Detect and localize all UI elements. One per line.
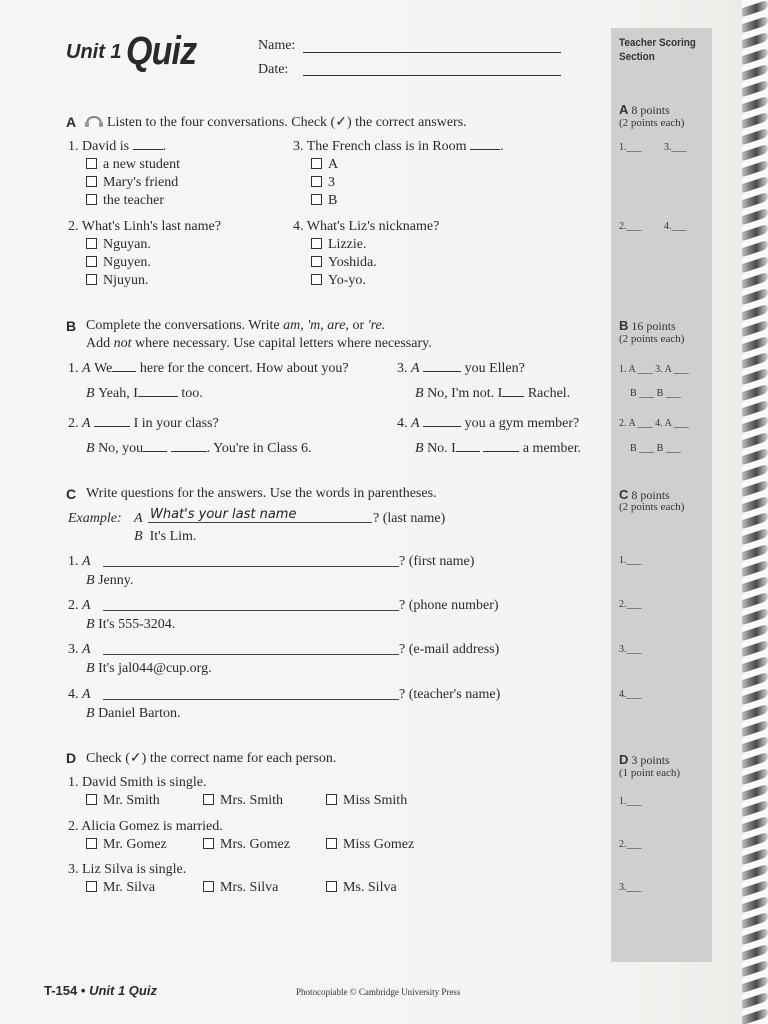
a-q2-opt-2[interactable]: Nguyen. xyxy=(86,254,151,272)
spiral-coil xyxy=(742,576,768,593)
spiral-coil xyxy=(742,880,768,897)
checkbox[interactable] xyxy=(86,838,97,849)
b-q2-b: B No, you . You're in Class 6. xyxy=(86,441,312,456)
b-q4-a: 4. A you a gym member? xyxy=(397,416,580,431)
section-a-letter: A xyxy=(66,114,77,130)
checkbox[interactable] xyxy=(86,794,97,805)
spiral-coil xyxy=(742,784,768,801)
a-q3-opt-2[interactable]: 3 xyxy=(311,174,335,192)
score-c-head: C 8 points xyxy=(619,487,670,502)
a-q1-opt-1[interactable]: a new student xyxy=(86,156,180,174)
c-q1-line[interactable] xyxy=(103,566,399,567)
c-q4-hint: ? (teacher's name) xyxy=(399,687,501,702)
a-q3-stem: 3. The French class is in Room . xyxy=(293,139,504,154)
c-example-line xyxy=(148,522,372,523)
spiral-coil xyxy=(742,896,768,913)
spiral-binding xyxy=(742,0,768,1024)
spiral-coil xyxy=(742,32,768,49)
spiral-coil xyxy=(742,160,768,177)
c-example-b: B It's Lim. xyxy=(134,529,197,544)
checkbox[interactable] xyxy=(86,256,97,267)
spiral-coil xyxy=(742,560,768,577)
c-q2-line[interactable] xyxy=(103,610,399,611)
c-q1-a: 1. A xyxy=(68,554,91,569)
spiral-coil xyxy=(742,736,768,753)
b-q3-b: B No, I'm not. I Rachel. xyxy=(415,386,571,401)
c-q2-a: 2. A xyxy=(68,598,91,613)
section-a-instruction: Listen to the four conversations. Check (✓) the correct answers. xyxy=(107,115,467,130)
score-c-2[interactable]: 2.___ xyxy=(619,599,642,610)
a-q2-opt-1[interactable]: Nguyan. xyxy=(86,236,151,254)
section-d-letter: D xyxy=(66,750,77,766)
spiral-coil xyxy=(742,64,768,81)
checkbox[interactable] xyxy=(326,881,337,892)
d-q1-stem: 1. David Smith is single. xyxy=(68,775,207,790)
d-q3-stem: 3. Liz Silva is single. xyxy=(68,862,187,877)
d-q1-opt-3[interactable]: Miss Smith xyxy=(326,792,407,810)
spiral-coil xyxy=(742,544,768,561)
spiral-coil xyxy=(742,0,768,17)
a-q4-opt-3[interactable]: Yo-yo. xyxy=(311,272,366,290)
section-c-letter: C xyxy=(66,486,77,502)
spiral-coil xyxy=(742,112,768,129)
c-q4-b: B Daniel Barton. xyxy=(86,706,181,721)
spiral-coil xyxy=(742,672,768,689)
spiral-coil xyxy=(742,592,768,609)
checkbox[interactable] xyxy=(203,838,214,849)
score-a-3[interactable]: 3.___ xyxy=(664,142,687,153)
score-b-sub: (2 points each) xyxy=(619,333,685,345)
a-q1-opt-2[interactable]: Mary's friend xyxy=(86,174,178,192)
d-q2-opt-3[interactable]: Miss Gomez xyxy=(326,836,414,854)
spiral-coil xyxy=(742,400,768,417)
score-b-2b[interactable]: B ___ B ___ xyxy=(630,443,681,454)
checkbox[interactable] xyxy=(311,194,322,205)
spiral-coil xyxy=(742,272,768,289)
b-q1-a: 1. A We here for the concert. How about you? xyxy=(68,361,349,376)
spiral-coil xyxy=(742,720,768,737)
score-d-3[interactable]: 3.___ xyxy=(619,882,642,893)
name-line[interactable] xyxy=(303,52,561,53)
spiral-coil xyxy=(742,816,768,833)
section-b-letter: B xyxy=(66,318,77,334)
c-q4-a: 4. A xyxy=(68,687,91,702)
spiral-coil xyxy=(742,256,768,273)
spiral-coil xyxy=(742,48,768,65)
b-q4-b: B No. I a member. xyxy=(415,441,582,456)
spiral-coil xyxy=(742,288,768,305)
score-c-1[interactable]: 1.___ xyxy=(619,555,642,566)
spiral-coil xyxy=(742,208,768,225)
score-c-4[interactable]: 4.___ xyxy=(619,689,642,700)
spiral-coil xyxy=(742,944,768,961)
checkbox[interactable] xyxy=(86,881,97,892)
name-label: Name: xyxy=(258,38,296,53)
spiral-coil xyxy=(742,912,768,929)
spiral-coil xyxy=(742,416,768,433)
spiral-coil xyxy=(742,320,768,337)
spiral-coil xyxy=(742,224,768,241)
spiral-coil xyxy=(742,992,768,1009)
c-q1-b: B Jenny. xyxy=(86,573,134,588)
spiral-coil xyxy=(742,368,768,385)
checkbox[interactable] xyxy=(86,158,97,169)
c-q3-hint: ? (e-mail address) xyxy=(399,642,500,657)
d-q3-opt-1[interactable]: Mr. Silva xyxy=(86,879,155,897)
b-q1-b: B Yeah, I too. xyxy=(86,386,203,401)
quiz-title: Quiz xyxy=(126,29,197,73)
spiral-coil xyxy=(742,832,768,849)
c-q2-b: B It's 555-3204. xyxy=(86,617,176,632)
spiral-coil xyxy=(742,864,768,881)
c-q3-b: B It's jal044@cup.org. xyxy=(86,661,212,676)
a-q2-stem: 2. What's Linh's last name? xyxy=(68,219,221,234)
spiral-coil xyxy=(742,960,768,977)
b-q2-a: 2. A I in your class? xyxy=(68,416,219,431)
spiral-coil xyxy=(742,512,768,529)
spiral-coil xyxy=(742,304,768,321)
score-d-2[interactable]: 2.___ xyxy=(619,839,642,850)
spiral-coil xyxy=(742,528,768,545)
spiral-coil xyxy=(742,928,768,945)
score-b-2[interactable]: 2. A ___ 4. A ___ xyxy=(619,418,689,429)
spiral-coil xyxy=(742,96,768,113)
score-a-head: A 8 points xyxy=(619,102,670,117)
a-q4-opt-1[interactable]: Lizzie. xyxy=(311,236,366,254)
a-q4-opt-2[interactable]: Yoshida. xyxy=(311,254,377,272)
spiral-coil xyxy=(742,352,768,369)
spiral-coil xyxy=(742,448,768,465)
headphones-icon xyxy=(84,114,104,128)
checkbox[interactable] xyxy=(86,194,97,205)
spiral-coil xyxy=(742,640,768,657)
spiral-coil xyxy=(742,752,768,769)
spiral-coil xyxy=(742,144,768,161)
spiral-coil xyxy=(742,496,768,513)
d-q1-opt-1[interactable]: Mr. Smith xyxy=(86,792,160,810)
checkbox[interactable] xyxy=(203,794,214,805)
spiral-coil xyxy=(742,656,768,673)
footer-copyright: Photocopiable © Cambridge University Press xyxy=(296,987,461,997)
a-q1-opt-3[interactable]: the teacher xyxy=(86,192,164,210)
checkbox[interactable] xyxy=(311,256,322,267)
spiral-coil xyxy=(742,688,768,705)
spiral-coil xyxy=(742,128,768,145)
d-q1-opt-2[interactable]: Mrs. Smith xyxy=(203,792,283,810)
checkbox[interactable] xyxy=(326,838,337,849)
spiral-coil xyxy=(742,480,768,497)
c-example-hint: ? (last name) xyxy=(373,511,446,526)
score-d-head: D 3 points xyxy=(619,752,670,767)
score-b-1b[interactable]: B ___ B ___ xyxy=(630,388,681,399)
score-b-head: B 16 points xyxy=(619,318,676,333)
d-q3-opt-3[interactable]: Ms. Silva xyxy=(326,879,397,897)
c-example-label: Example: xyxy=(68,511,122,526)
spiral-coil xyxy=(742,16,768,33)
section-b-instruction-2: Add not where necessary. Use capital letters where necessary. xyxy=(86,336,432,351)
scoring-title-2: Section xyxy=(619,51,655,63)
spiral-coil xyxy=(742,976,768,993)
a-q3-opt-1[interactable]: A xyxy=(311,156,338,174)
spiral-coil xyxy=(742,624,768,641)
section-b-instruction-1: Complete the conversations. Write am, 'm, are, or 're. xyxy=(86,318,386,333)
scoring-title: Teacher Scoring xyxy=(619,37,696,49)
checkbox[interactable] xyxy=(86,238,97,249)
c-q3-line[interactable] xyxy=(103,654,399,655)
c-q2-hint: ? (phone number) xyxy=(399,598,499,613)
checkbox[interactable] xyxy=(86,274,97,285)
c-q3-a: 3. A xyxy=(68,642,91,657)
score-a-4[interactable]: 4.___ xyxy=(664,221,687,232)
spiral-coil xyxy=(742,1008,768,1024)
score-b-1[interactable]: 1. A ___ 3. A ___ xyxy=(619,364,689,375)
a-q1-stem: 1. David is . xyxy=(68,139,167,154)
d-q2-stem: 2. Alicia Gomez is married. xyxy=(68,819,223,834)
a-q3-opt-3[interactable]: B xyxy=(311,192,337,210)
checkbox[interactable] xyxy=(326,794,337,805)
checkbox[interactable] xyxy=(311,274,322,285)
score-d-sub: (1 point each) xyxy=(619,767,681,779)
spiral-coil xyxy=(742,176,768,193)
section-d-instruction: Check (✓) the correct name for each person. xyxy=(86,751,337,766)
d-q2-opt-2[interactable]: Mrs. Gomez xyxy=(203,836,290,854)
spiral-coil xyxy=(742,800,768,817)
section-c-instruction: Write questions for the answers. Use the words in parentheses. xyxy=(86,486,437,501)
checkbox[interactable] xyxy=(311,158,322,169)
c-example-a: A xyxy=(134,511,143,526)
score-a-1[interactable]: 1.___ xyxy=(619,142,642,153)
spiral-coil xyxy=(742,80,768,97)
spiral-coil xyxy=(742,336,768,353)
spiral-coil xyxy=(742,848,768,865)
c-q4-line[interactable] xyxy=(103,699,399,700)
spiral-coil xyxy=(742,384,768,401)
spiral-coil xyxy=(742,464,768,481)
date-line[interactable] xyxy=(303,75,561,76)
c-q1-hint: ? (first name) xyxy=(399,554,475,569)
c-example-answer: What's your last name xyxy=(150,507,297,522)
score-c-3[interactable]: 3.___ xyxy=(619,644,642,655)
score-a-2[interactable]: 2.___ xyxy=(619,221,642,232)
spiral-coil xyxy=(742,192,768,209)
a-q4-stem: 4. What's Liz's nickname? xyxy=(293,219,440,234)
checkbox[interactable] xyxy=(311,238,322,249)
d-q2-opt-1[interactable]: Mr. Gomez xyxy=(86,836,167,854)
b-q3-a: 3. A you Ellen? xyxy=(397,361,525,376)
spiral-coil xyxy=(742,608,768,625)
spiral-coil xyxy=(742,432,768,449)
checkbox[interactable] xyxy=(203,881,214,892)
checkbox[interactable] xyxy=(86,176,97,187)
checkbox[interactable] xyxy=(311,176,322,187)
spiral-coil xyxy=(742,240,768,257)
date-label: Date: xyxy=(258,62,289,77)
score-c-sub: (2 points each) xyxy=(619,501,685,513)
d-q3-opt-2[interactable]: Mrs. Silva xyxy=(203,879,278,897)
score-d-1[interactable]: 1.___ xyxy=(619,796,642,807)
score-a-sub: (2 points each) xyxy=(619,117,685,129)
spiral-coil xyxy=(742,768,768,785)
spiral-coil xyxy=(742,704,768,721)
a-q2-opt-3[interactable]: Njuyun. xyxy=(86,272,149,290)
unit-label: Unit 1 xyxy=(66,41,122,63)
footer-page-label: T-154 • Unit 1 Quiz xyxy=(44,983,157,998)
